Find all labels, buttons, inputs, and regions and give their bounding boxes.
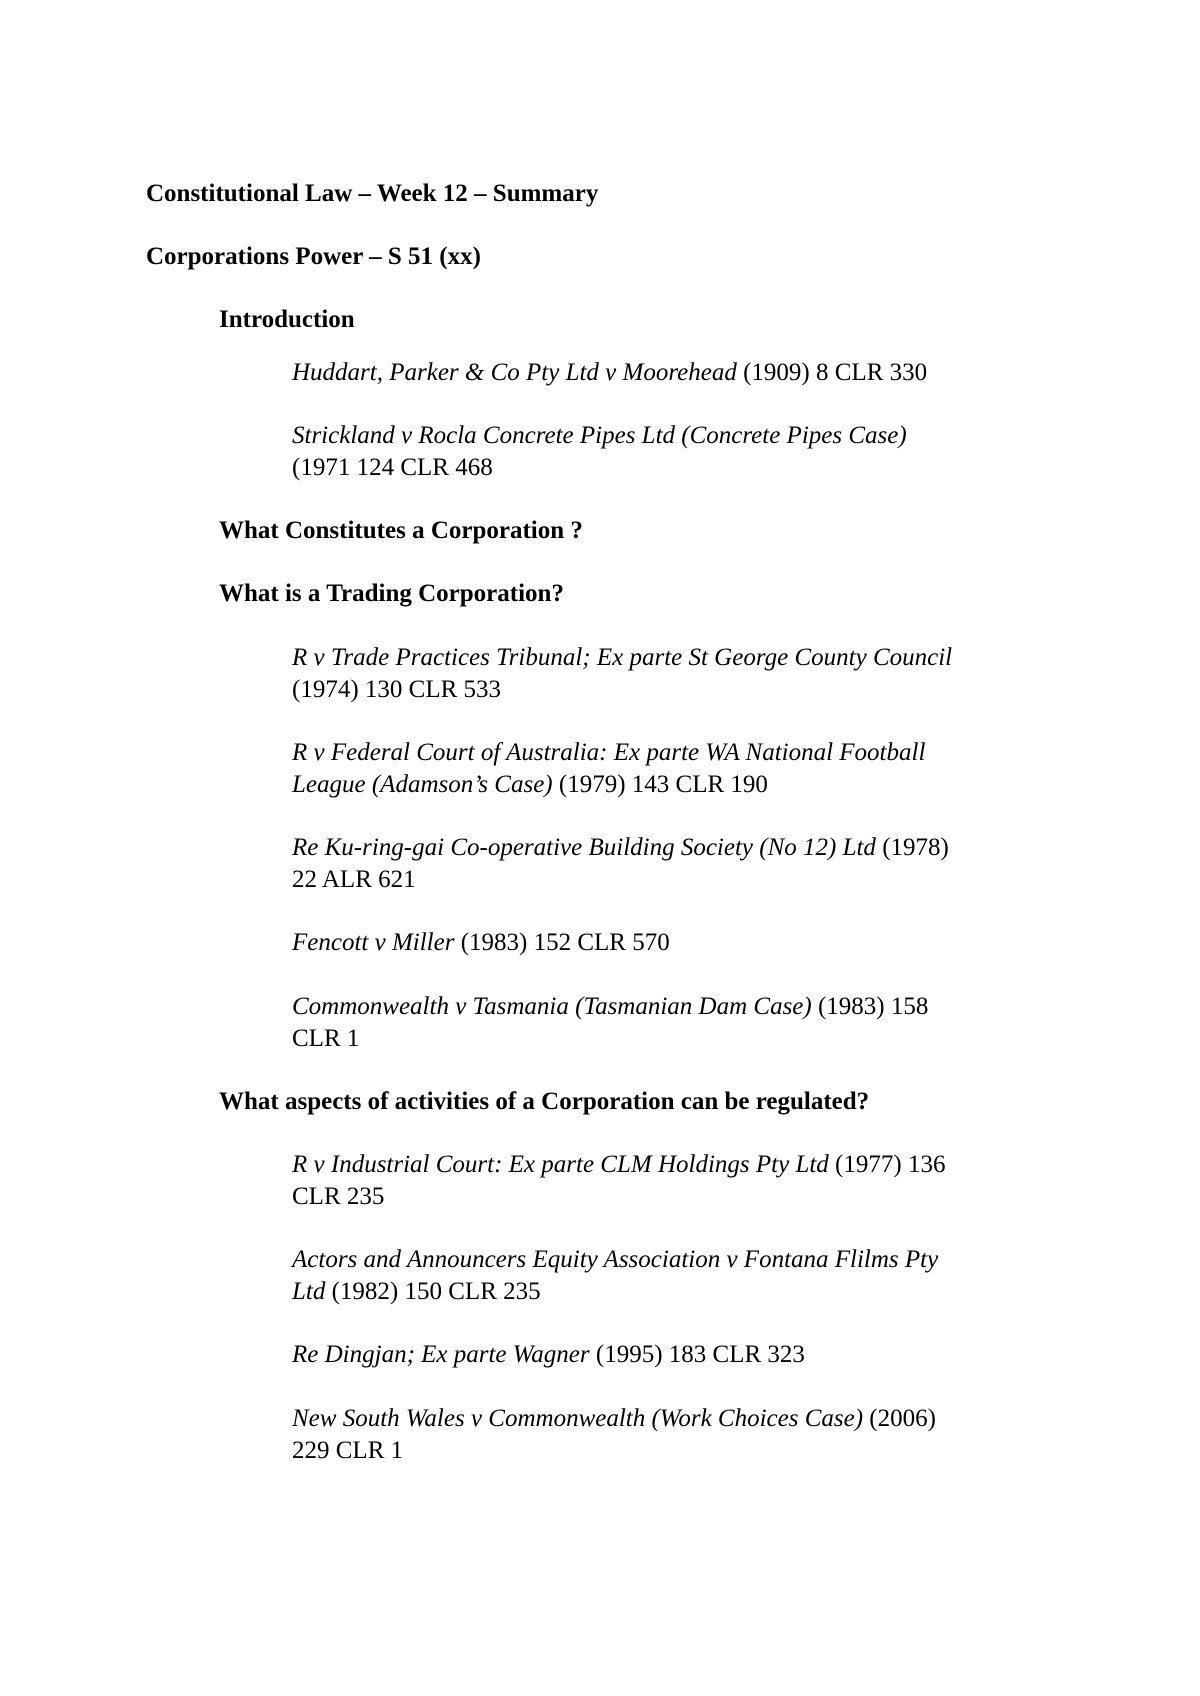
case-citation bbox=[292, 864, 416, 896]
case-citation bbox=[292, 1023, 359, 1055]
case-citation bbox=[292, 832, 949, 864]
case-name: Fencott v Miller bbox=[292, 929, 455, 956]
case-citation bbox=[292, 1244, 938, 1276]
case-reference: 22 ALR 621 bbox=[292, 866, 416, 893]
case-name: Re Ku-ring-gai Co-operative Building Society (No 12) Ltd bbox=[292, 834, 876, 861]
case-citation bbox=[292, 991, 928, 1023]
case-name: Ltd bbox=[292, 1278, 326, 1305]
case-citation bbox=[292, 927, 670, 959]
case-citation bbox=[292, 642, 952, 674]
case-reference: (1974) 130 CLR 533 bbox=[292, 676, 502, 703]
case-name: Re Dingjan; Ex parte Wagner bbox=[292, 1341, 590, 1368]
case-citation bbox=[292, 452, 493, 484]
case-reference: (1983) 152 CLR 570 bbox=[454, 929, 670, 956]
case-reference: (1983) 158 bbox=[811, 993, 929, 1020]
case-name: League (Adamson’s Case) bbox=[292, 771, 553, 798]
case-name: Actors and Announcers Equity Association v Fontana Flilms Pty bbox=[292, 1246, 939, 1273]
case-reference: (1971 124 CLR 468 bbox=[292, 454, 493, 481]
case-reference: (2006) bbox=[863, 1405, 936, 1432]
case-reference: (1995) 183 CLR 323 bbox=[589, 1341, 805, 1368]
case-reference: (1982) 150 CLR 235 bbox=[325, 1278, 541, 1305]
case-reference: (1979) 143 CLR 190 bbox=[552, 771, 768, 798]
document-subtitle: Corporations Power – S 51 (xx) bbox=[146, 243, 481, 270]
case-citation bbox=[292, 1181, 384, 1213]
section-heading: What aspects of activities of a Corporation can be regulated? bbox=[219, 1088, 870, 1115]
case-citation bbox=[292, 1339, 805, 1371]
case-citation bbox=[292, 1403, 936, 1435]
section-heading: What Constitutes a Corporation ? bbox=[219, 517, 583, 544]
case-citation bbox=[292, 1149, 945, 1181]
case-reference: (1978) bbox=[875, 834, 949, 861]
case-reference: CLR 1 bbox=[292, 1025, 360, 1052]
case-citation bbox=[292, 674, 501, 706]
document-title: Constitutional Law – Week 12 – Summary bbox=[146, 180, 599, 207]
case-name: R v Federal Court of Australia: Ex parte WA National Football bbox=[292, 739, 926, 766]
case-citation bbox=[292, 737, 925, 769]
case-name: Commonwealth v Tasmania (Tasmanian Dam Case) bbox=[292, 993, 812, 1020]
case-name: R v Trade Practices Tribunal; Ex parte St George County Council bbox=[292, 644, 953, 671]
section-heading: Introduction bbox=[219, 306, 355, 333]
case-name: Strickland v Rocla Concrete Pipes Ltd (Concrete Pipes Case) bbox=[292, 422, 907, 449]
case-citation bbox=[292, 1276, 541, 1308]
case-reference: 229 CLR 1 bbox=[292, 1437, 404, 1464]
case-reference: CLR 235 bbox=[292, 1183, 385, 1210]
case-citation bbox=[292, 357, 927, 389]
case-reference: (1909) 8 CLR 330 bbox=[736, 359, 928, 386]
case-name: Huddart, Parker & Co Pty Ltd v Moorehead bbox=[292, 359, 737, 386]
case-citation bbox=[292, 420, 907, 452]
case-citation bbox=[292, 1435, 403, 1467]
case-name: R v Industrial Court: Ex parte CLM Holdings Pty Ltd bbox=[292, 1151, 829, 1178]
case-reference: (1977) 136 bbox=[828, 1151, 946, 1178]
case-citation bbox=[292, 769, 768, 801]
section-heading: What is a Trading Corporation? bbox=[219, 580, 564, 607]
case-name: New South Wales v Commonwealth (Work Choices Case) bbox=[292, 1405, 864, 1432]
